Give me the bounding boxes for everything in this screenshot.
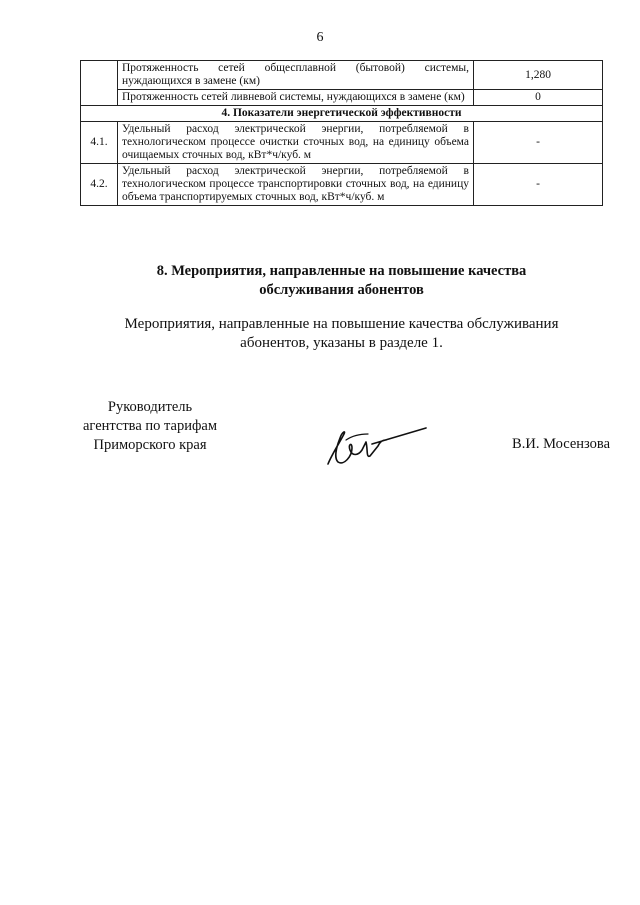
table-section-title: 4. Показатели энергетической эффективности (81, 106, 603, 122)
table-section-row (81, 106, 603, 122)
handwritten-signature (322, 420, 432, 470)
section-body-line: Мероприятия, направленные на повышение качества обслуживания (124, 316, 559, 332)
section-body (80, 315, 603, 353)
section-body-line: абонентов, указаны в разделе 1. (240, 335, 443, 351)
table-cell-number: 4.2. (81, 164, 118, 206)
section-heading-line: 8. Мероприятия, направленные на повышение качества (156, 263, 527, 279)
signatory-title-line: агентства по тарифам (83, 418, 217, 434)
signatory-title-line: Руководитель (107, 399, 193, 415)
table-cell-value: 1,280 (474, 61, 603, 90)
table-cell-number (81, 61, 118, 106)
table-cell-value: - (474, 122, 603, 164)
table-cell-value: - (474, 164, 603, 206)
table-row (81, 122, 603, 164)
table-cell-description: Протяженность сетей общесплавной (бытовой) системы, нуждающихся в замене (км) (118, 61, 474, 90)
page-number: 6 (316, 30, 324, 45)
section-heading-line: обслуживания абонентов (259, 282, 424, 298)
table-cell-number: 4.1. (81, 122, 118, 164)
table-cell-value: 0 (474, 90, 603, 106)
table-row (81, 90, 603, 106)
table-cell-description: Удельный расход электрической энергии, потребляемой в технологическом процессе очистки сточных вод, на единицу объема очищаемых сточных вод, кВт*ч/куб. м (118, 122, 474, 164)
table-cell-description: Удельный расход электрической энергии, потребляемой в технологическом процессе транспортировки сточных вод, на единицу объема транспортируемых сточных вод, кВт*ч/куб. м (118, 164, 474, 206)
section-heading (80, 262, 603, 300)
signatory-name: В.И. Мосензова (512, 436, 610, 452)
table-row (81, 61, 603, 90)
indicators-table (80, 60, 603, 206)
signatory-title (70, 398, 230, 455)
table-row (81, 164, 603, 206)
table-cell-description: Протяженность сетей ливневой системы, нуждающихся в замене (км) (118, 90, 474, 106)
signatory-title-line: Приморского края (93, 437, 207, 453)
